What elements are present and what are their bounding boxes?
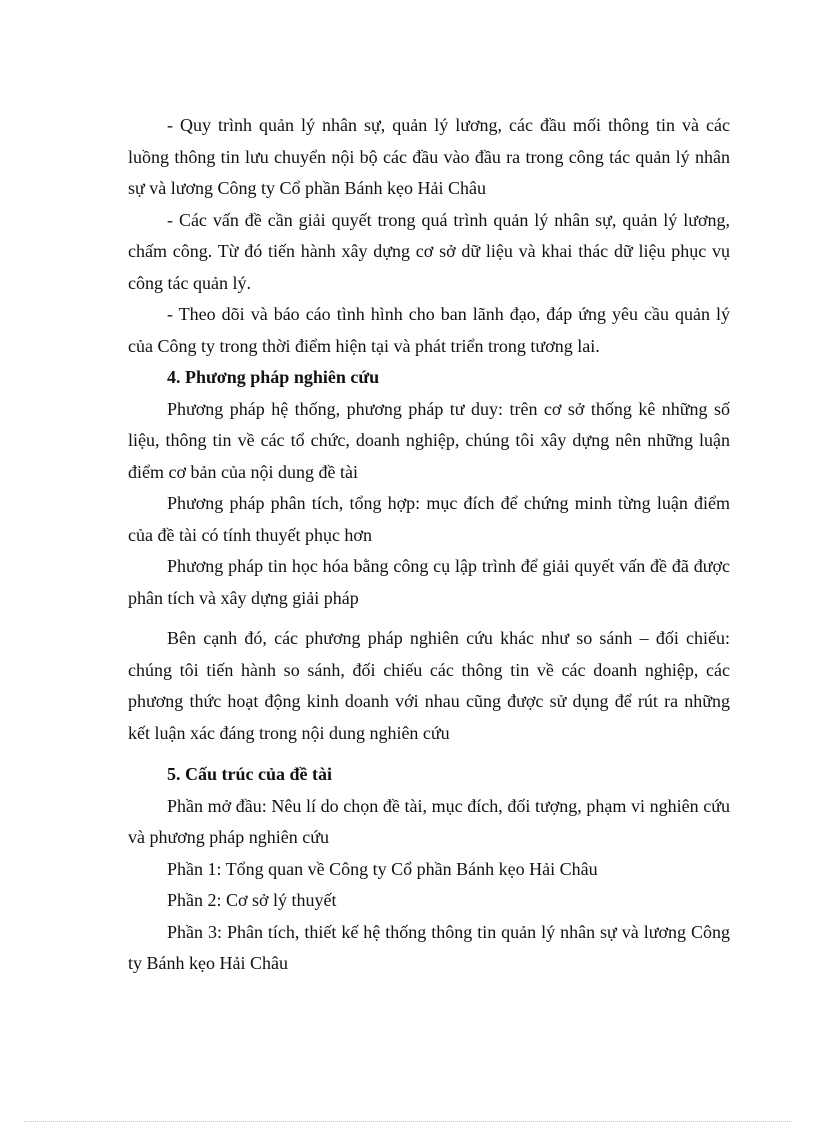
paragraph-spacer — [128, 614, 730, 623]
section-5-paragraph-1: Phần mở đầu: Nêu lí do chọn đề tài, mục đích, đối tượng, phạm vi nghiên cứu và phương pháp nghiên cứu — [128, 795, 730, 847]
intro-paragraph-2: - Các vấn đề cần giải quyết trong quá trình quản lý nhân sự, quản lý lương, chấm công. Từ đó tiến hành xây dựng cơ sở dữ liệu và khai thác dữ liệu phục vụ công tác quản lý. — [128, 209, 730, 293]
intro-paragraph-1: - Quy trình quản lý nhân sự, quản lý lương, các đầu mối thông tin và các luồng thông tin lưu chuyển nội bộ các đầu vào đầu ra trong công tác quản lý nhân sự và lương Công ty Cổ phần Bánh kẹo Hải Châu — [128, 115, 730, 198]
section-4-paragraph-1: Phương pháp hệ thống, phương pháp tư duy: trên cơ sở thống kê những số liệu, thông tin về các tổ chức, doanh nghiệp, chúng tôi xây dựng nên những luận điểm cơ bản của nội dung đề tài — [128, 398, 730, 482]
section-4-paragraph-2: Phương pháp phân tích, tổng hợp: mục đích để chứng minh từng luận điểm của đề tài có tính thuyết phục hơn — [128, 493, 730, 545]
page-bottom-border — [24, 1121, 792, 1122]
section-5-paragraph-3: Phần 2: Cơ sở lý thuyết — [167, 890, 337, 910]
section-5-paragraph-2: Phần 1: Tổng quan về Công ty Cổ phần Bánh kẹo Hải Châu — [167, 858, 598, 879]
section-5-heading: 5. Cấu trúc của đề tài — [167, 764, 332, 784]
document-body — [128, 110, 730, 980]
section-4-heading: 4. Phương pháp nghiên cứu — [167, 367, 380, 387]
section-5-paragraph-4: Phần 3: Phân tích, thiết kế hệ thống thông tin quản lý nhân sự và lương Công ty Bánh kẹo Hải Châu — [128, 921, 730, 973]
intro-paragraph-3: - Theo dõi và báo cáo tình hình cho ban lãnh đạo, đáp ứng yêu cầu quản lý của Công ty trong thời điểm hiện tại và phát triển trong tương lai. — [128, 304, 730, 356]
section-4-paragraph-4: Bên cạnh đó, các phương pháp nghiên cứu khác như so sánh – đối chiếu: chúng tôi tiến hành so sánh, đối chiếu các thông tin về các doanh nghiệp, các phương thức hoạt động kinh doanh với nhau cũng được sử dụng để rút ra những kết luận xác đáng trong nội dung nghiên cứu — [128, 628, 730, 743]
paragraph-spacer — [128, 749, 730, 759]
section-4-paragraph-3: Phương pháp tin học hóa bằng công cụ lập trình để giải quyết vấn đề đã được phân tích và xây dựng giải pháp — [128, 556, 730, 608]
